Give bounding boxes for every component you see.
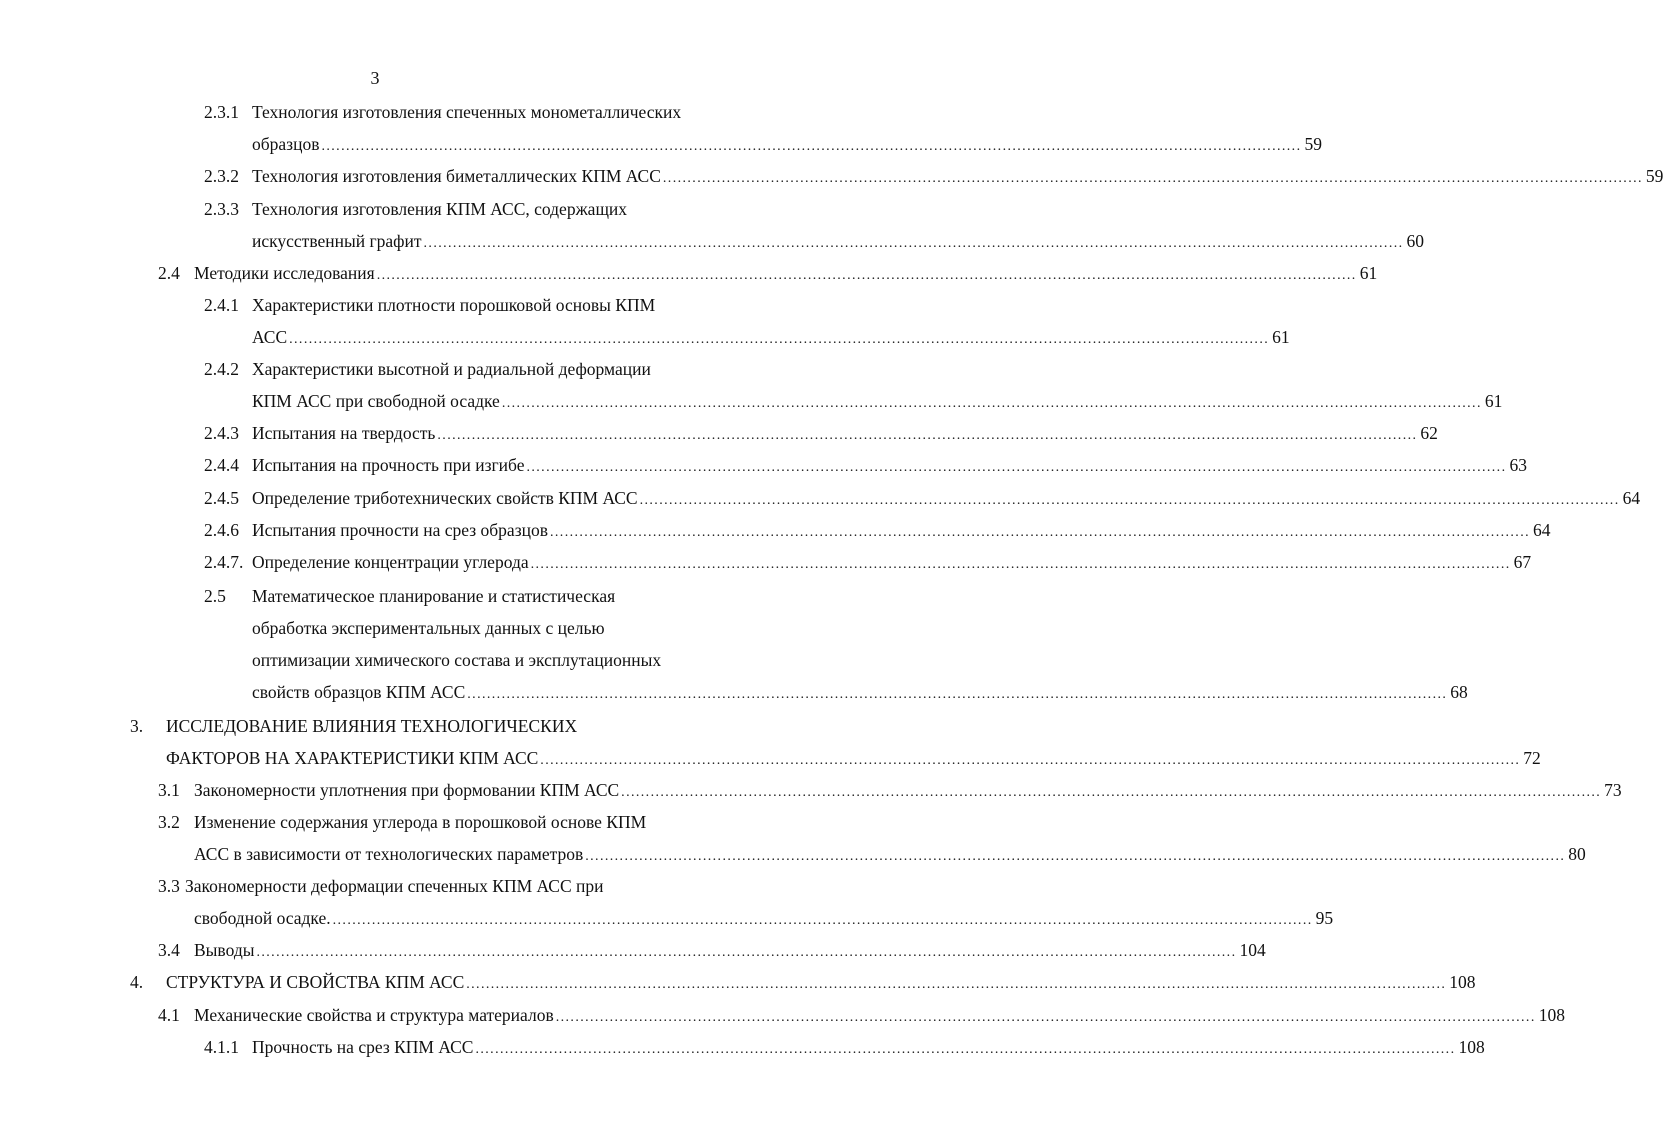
toc-entry-text: Технология изготовления спеченных монометаллических <box>252 102 682 122</box>
toc-entry-text: Закономерности деформации спеченных КПМ АСС при <box>185 876 604 896</box>
toc-entry-title: СТРУКТУРА И СВОЙСТВА КПМ АСС <box>166 972 465 992</box>
toc-entry-title: Испытания на прочность при изгибе <box>252 455 525 475</box>
toc-entry-text: Характеристики высотной и радиальной деформации <box>252 359 651 379</box>
toc-page-number: 64 <box>1533 520 1551 540</box>
toc-entry-number: 3.4 <box>158 940 180 960</box>
toc-entry-number: 3.1 <box>158 780 180 800</box>
toc-entry-row <box>252 421 1438 445</box>
toc-entry-row <box>166 746 1541 770</box>
toc-entry-row <box>252 518 1551 542</box>
toc-entry-number: 2.4.5 <box>204 488 239 508</box>
dot-leader: ........................................................................................................................................................................................................ <box>585 849 1566 864</box>
toc-entry-row <box>252 550 1532 574</box>
dot-leader: ........................................................................................................................................................................................................ <box>256 945 1237 960</box>
toc-entry-number: 3.3 <box>158 876 180 896</box>
toc-page-number: 68 <box>1450 682 1468 702</box>
toc-page-number: 62 <box>1420 423 1438 443</box>
toc-entry-number: 3. <box>130 716 144 736</box>
toc-entry-number: 2.4 <box>158 263 180 283</box>
toc-entry-title: Определение триботехнических свойств КПМ АСС <box>252 488 638 508</box>
toc-page-number: 59 <box>1304 134 1322 154</box>
toc-page-number: 63 <box>1509 455 1527 475</box>
toc-entry-title: ФАКТОРОВ НА ХАРАКТЕРИСТИКИ КПМ АСС <box>166 748 539 768</box>
toc-entry-title: Методики исследования <box>194 263 375 283</box>
toc-entry-title: Испытания на твердость <box>252 423 436 443</box>
toc-entry-number: 2.4.3 <box>204 423 239 443</box>
toc-entry-number: 2.4.7. <box>204 552 244 572</box>
dot-leader: ........................................................................................................................................................................................................ <box>540 753 1521 768</box>
toc-page-number: 67 <box>1513 552 1532 572</box>
toc-page-number: 61 <box>1359 263 1378 283</box>
toc-entry-row <box>166 970 1476 994</box>
toc-entry-text: Изменение содержания углерода в порошковой основе КПМ <box>194 812 647 832</box>
toc-entry-row <box>252 229 1425 253</box>
toc-entry-title: Технология изготовления биметаллических КПМ АСС <box>252 166 661 186</box>
toc-entry-title: Механические свойства и структура материалов <box>194 1005 554 1025</box>
toc-entry-number: 2.4.4 <box>204 455 239 475</box>
dot-leader: ........................................................................................................................................................................................................ <box>662 171 1643 186</box>
toc-entry-title: свободной осадке. <box>194 908 331 928</box>
toc-entry-row <box>194 938 1266 962</box>
toc-page-number: 61 <box>1484 391 1503 411</box>
toc-entry-text: обработка экспериментальных данных с целью <box>252 618 605 638</box>
toc-page-number: 108 <box>1458 1037 1485 1057</box>
toc-entry-text: Математическое планирование и статистическая <box>252 586 616 606</box>
dot-leader: ........................................................................................................................................................................................................ <box>526 460 1507 475</box>
dot-leader: ........................................................................................................................................................................................................ <box>501 396 1482 411</box>
toc-entry-row <box>252 453 1527 477</box>
toc-page-number: 60 <box>1406 231 1425 251</box>
toc-entry-row <box>252 164 1663 188</box>
toc-entry-row <box>194 1003 1565 1027</box>
toc-entry-text: Технология изготовления КПМ АСС, содержащих <box>252 199 628 219</box>
toc-entry-row <box>252 132 1322 156</box>
dot-leader: ........................................................................................................................................................................................................ <box>550 525 1530 540</box>
dot-leader: ........................................................................................................................................................................................................ <box>332 913 1313 928</box>
toc-entry-title: Закономерности уплотнения при формовании КПМ АСС <box>194 780 620 800</box>
dot-leader: ........................................................................................................................................................................................................ <box>530 557 1511 572</box>
toc-entry-number: 2.3.2 <box>204 166 239 186</box>
toc-page-number: 61 <box>1272 327 1290 347</box>
toc-entry-text: оптимизации химического состава и эксплутационных <box>252 650 662 670</box>
dot-leader: ........................................................................................................................................................................................................ <box>475 1042 1456 1057</box>
toc-entry-title: Прочность на срез КПМ АСС <box>252 1037 474 1057</box>
toc-entry-number: 4.1 <box>158 1005 180 1025</box>
toc-page-number: 108 <box>1449 972 1476 992</box>
dot-leader: ........................................................................................................................................................................................................ <box>467 687 1448 702</box>
toc-entry-number: 2.4.6 <box>204 520 239 540</box>
dot-leader: ........................................................................................................................................................................................................ <box>289 332 1270 347</box>
toc-entry-number: 4.1.1 <box>204 1037 239 1057</box>
toc-page-number: 108 <box>1538 1005 1565 1025</box>
dot-leader: ........................................................................................................................................................................................................ <box>376 268 1357 283</box>
toc-entry-number: 4. <box>130 972 144 992</box>
toc-page-number: 80 <box>1568 844 1586 864</box>
dot-leader: ........................................................................................................................................................................................................ <box>423 236 1404 251</box>
toc-entry-row <box>194 906 1334 930</box>
toc-entry-row <box>194 778 1622 802</box>
toc-entry-number: 2.4.2 <box>204 359 239 379</box>
toc-entry-title: АСС в зависимости от технологических параметров <box>194 844 584 864</box>
toc-entry-row <box>252 486 1641 510</box>
dot-leader: ........................................................................................................................................................................................................ <box>466 977 1447 992</box>
toc-entry-title: Определение концентрации углерода <box>252 552 529 572</box>
toc-entry-title: АСС <box>252 327 288 347</box>
toc-entry-number: 2.3.3 <box>204 199 239 219</box>
toc-page-number: 59 <box>1645 166 1663 186</box>
toc-entry-row <box>252 680 1468 704</box>
toc-entry-number: 2.3.1 <box>204 102 239 122</box>
toc-page-number: 72 <box>1523 748 1541 768</box>
toc-entry-title: искусственный графит <box>252 231 422 251</box>
page-number: 3 <box>370 68 380 88</box>
toc-entry-title: свойств образцов КПМ АСС <box>252 682 466 702</box>
toc-page-number: 95 <box>1315 908 1334 928</box>
toc-entry-text: ИССЛЕДОВАНИЕ ВЛИЯНИЯ ТЕХНОЛОГИЧЕСКИХ <box>166 716 578 736</box>
toc-page-number: 104 <box>1239 940 1266 960</box>
dot-leader: ........................................................................................................................................................................................................ <box>437 428 1418 443</box>
toc-entry-title: КПМ АСС при свободной осадке <box>252 391 500 411</box>
dot-leader: ........................................................................................................................................................................................................ <box>555 1010 1536 1025</box>
toc-page-number: 73 <box>1604 780 1622 800</box>
toc-entry-row <box>252 325 1290 349</box>
toc-entry-number: 3.2 <box>158 812 180 832</box>
toc-entry-text: Характеристики плотности порошковой основы КПМ <box>252 295 656 315</box>
dot-leader: ........................................................................................................................................................................................................ <box>639 493 1620 508</box>
toc-entry-row <box>252 1035 1485 1059</box>
dot-leader: ........................................................................................................................................................................................................ <box>621 785 1602 800</box>
toc-entry-row <box>194 261 1378 285</box>
dot-leader: ........................................................................................................................................................................................................ <box>321 139 1302 154</box>
toc-page-number: 64 <box>1622 488 1641 508</box>
toc-entry-title: образцов <box>252 134 320 154</box>
toc-entry-row <box>252 389 1503 413</box>
toc-entry-title: Испытания прочности на срез образцов <box>252 520 548 540</box>
toc-entry-title: Выводы <box>194 940 255 960</box>
toc-entry-number: 2.5 <box>204 586 226 606</box>
toc-entry-number: 2.4.1 <box>204 295 239 315</box>
toc-entry-row <box>194 842 1586 866</box>
